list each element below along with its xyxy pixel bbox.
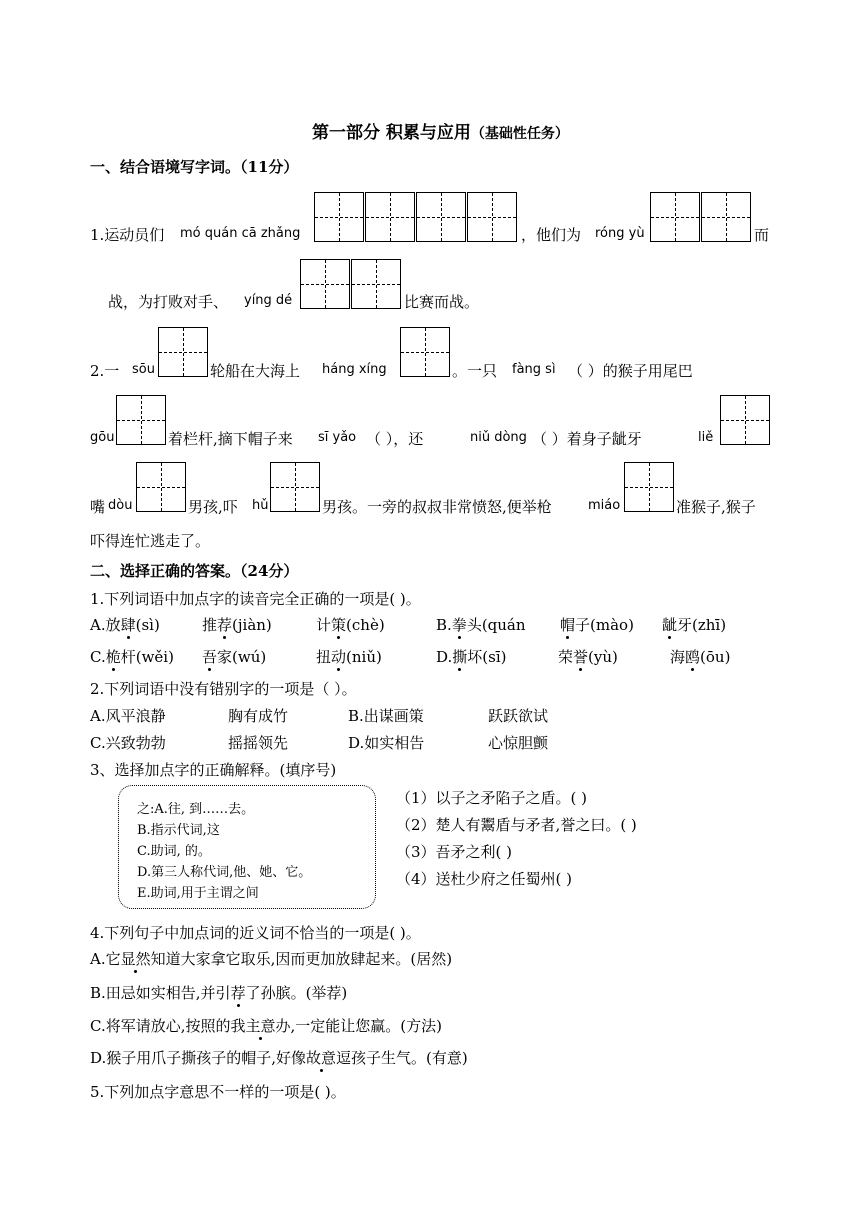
option-b2	[560, 614, 634, 635]
q1-pinyin-1: mó quán cā zhǎng	[180, 226, 301, 241]
q2-pinyin-7: liě	[698, 430, 714, 445]
q2-pinyin-1: sōu	[132, 362, 155, 377]
dotted-word: 主意	[245, 1017, 276, 1035]
q2-text-i: 男孩,吓	[188, 498, 238, 516]
q3-item: （2）楚人有鬻盾与矛者,誉之曰。( )	[396, 816, 637, 834]
q2-option: B.出谋画策	[348, 707, 424, 725]
dotted-char: 肆	[120, 616, 136, 634]
write-box[interactable]	[314, 192, 364, 242]
write-box[interactable]	[158, 327, 208, 377]
opt-text: 扭	[316, 648, 332, 666]
dotted-char: 动	[331, 648, 347, 666]
q2-pinyin-3: fàng sì	[512, 362, 556, 377]
page-title	[312, 118, 569, 143]
write-box[interactable]	[624, 462, 674, 512]
q1-text-e: 比赛而战。	[404, 293, 480, 311]
question-1: 1.下列词语中加点字的读音完全正确的一项是( )。	[90, 590, 421, 608]
opt-text: 知道大家拿它取乐,因而更加放肆起来。(居然)	[150, 950, 453, 968]
option-a2	[202, 614, 272, 635]
q1-text-c: 而	[754, 226, 770, 244]
question-2: 2.下列词语中没有错别字的一项是（ ）。	[90, 680, 357, 698]
opt-text: A.它	[90, 950, 121, 968]
option-a3	[316, 614, 385, 635]
dotted-word: 荐	[230, 984, 246, 1002]
opt-text: (ōu)	[700, 648, 731, 666]
opt-text: D.猴子用爪子撕孩子的帽子,好像	[90, 1049, 307, 1067]
opt-text: C.	[90, 648, 106, 666]
def-line: E.助词,用于主谓之间	[137, 886, 259, 901]
dotted-word: 故意	[306, 1049, 337, 1067]
opt-text: (jiàn)	[232, 616, 272, 634]
write-box[interactable]	[650, 192, 700, 242]
q3-item: （1）以子之矛陷子之盾。( )	[396, 789, 588, 807]
q3-item: （3）吾矛之利( )	[396, 843, 513, 861]
q2-pinyin-10: miáo	[588, 498, 621, 513]
q2-option: 摇摇领先	[228, 734, 289, 752]
q2-pinyin-6: niǔ dòng	[470, 430, 527, 445]
dotted-char: 帽	[560, 616, 576, 634]
q2-text-e: 着栏杆,摘下帽子来	[168, 430, 293, 448]
option-c1	[90, 646, 174, 667]
dotted-word: 显然	[120, 950, 151, 968]
write-box[interactable]	[116, 395, 166, 445]
dotted-char: 桅	[105, 648, 121, 666]
opt-text: (chè)	[346, 616, 385, 634]
opt-text: 计	[316, 616, 332, 634]
q2-pinyin-8: dòu	[108, 498, 133, 513]
option-d3	[670, 646, 730, 667]
q2-text-b: 轮船在大海上	[210, 362, 301, 380]
opt-text: (niǔ)	[346, 648, 382, 666]
q4-option-a	[90, 948, 452, 969]
write-box[interactable]	[720, 395, 770, 445]
q4-option-b	[90, 982, 347, 1003]
def-line: B.指示代词,这	[137, 823, 220, 838]
option-d1	[436, 646, 506, 667]
opt-text: C.将军请放心,按照的我	[90, 1017, 246, 1035]
option-row-ab	[90, 614, 160, 635]
q2-text-g: （ ）着身子龇牙	[532, 430, 642, 448]
q3-item: （4）送杜少府之任蜀州( )	[396, 870, 573, 888]
dotted-char: 誉	[573, 648, 589, 666]
opt-text: (sì)	[135, 616, 160, 634]
q2-text-a: 2.一	[90, 362, 120, 380]
section2-heading: 二、选择正确的答案。（24分）	[90, 562, 299, 580]
opt-text: 头(quán	[466, 616, 526, 634]
opt-text: B.	[436, 616, 452, 634]
q1-pinyin-3: yíng dé	[244, 293, 293, 308]
q2-option: 胸有成竹	[228, 707, 289, 725]
opt-text: 推	[202, 616, 218, 634]
write-box[interactable]	[365, 192, 415, 242]
q1-text-b: ，他们为	[521, 226, 582, 244]
opt-text: B.田忌如实相告,并引	[90, 984, 231, 1002]
dotted-char: 拳	[451, 616, 467, 634]
opt-text: (yù)	[588, 648, 618, 666]
opt-text: 了孙膑。(举荐)	[245, 984, 348, 1002]
opt-text: 海	[670, 648, 686, 666]
opt-text: 坏(sī)	[467, 648, 507, 666]
q2-text-k: 准猴子,猴子	[676, 498, 756, 516]
write-box[interactable]	[300, 259, 350, 309]
write-box[interactable]	[701, 192, 751, 242]
q4-option-d	[90, 1047, 468, 1068]
opt-text: 子(mào)	[575, 616, 634, 634]
q2-option: A.风平浪静	[90, 707, 166, 725]
opt-text: 牙(zhī)	[677, 616, 727, 634]
q2-text-h: 嘴	[90, 498, 106, 516]
write-box[interactable]	[270, 462, 320, 512]
option-c2	[202, 646, 266, 667]
q1-text-a: 1.运动员们	[90, 226, 165, 244]
option-d2	[558, 646, 618, 667]
dotted-char: 撕	[452, 648, 468, 666]
option-c3	[316, 646, 382, 667]
option-b1	[436, 614, 526, 635]
opt-text: 荣	[558, 648, 574, 666]
q2-option: C.兴致勃勃	[90, 734, 166, 752]
q2-text-f: （ ），还	[366, 430, 424, 448]
title-main: 第一部分 积累与应用	[312, 123, 471, 143]
opt-text: A.放	[90, 616, 121, 634]
section1-heading: 一、结合语境写字词。（11分）	[90, 158, 299, 176]
opt-text: 家(wú)	[217, 648, 267, 666]
q2-text-l: 吓得连忙逃走了。	[90, 532, 211, 550]
q2-pinyin-4: gōu	[90, 430, 115, 445]
q2-option: 心惊胆颤	[488, 734, 549, 752]
write-box[interactable]	[416, 192, 466, 242]
write-box[interactable]	[400, 327, 450, 377]
def-line: C.助词, 的。	[137, 844, 211, 859]
def-line: 之:A.往, 到……去。	[137, 802, 255, 817]
q2-text-d: （ ）的猴子用尾巴	[568, 362, 693, 380]
q1-pinyin-2: róng yù	[595, 226, 645, 241]
question-5: 5.下列加点字意思不一样的一项是( )。	[90, 1083, 346, 1101]
def-line: D.第三人称代词,他、她、它。	[137, 865, 312, 880]
question-3: 3、选择加点字的正确解释。(填序号)	[90, 761, 337, 779]
opt-text: 逗孩子生气。(有意)	[336, 1049, 468, 1067]
title-sub: （基础性任务）	[470, 126, 569, 142]
dotted-char: 龇	[662, 616, 678, 634]
definition-box	[118, 785, 376, 909]
q2-text-c: 。一只	[452, 362, 498, 380]
q2-pinyin-9: hǔ	[252, 498, 269, 513]
opt-text: 办,一定能让您赢。(方法)	[275, 1017, 442, 1035]
write-box[interactable]	[351, 259, 401, 309]
write-box[interactable]	[467, 192, 517, 242]
q2-pinyin-2: háng xíng	[322, 362, 387, 377]
dotted-char: 荐	[217, 616, 233, 634]
question-4: 4.下列句子中加点词的近义词不恰当的一项是( )。	[90, 924, 421, 942]
q4-option-c	[90, 1015, 442, 1036]
dotted-char: 吾	[202, 648, 218, 666]
q2-option: 跃跃欲试	[488, 707, 549, 725]
q2-text-j: 男孩。一旁的叔叔非常愤怒,便举枪	[322, 498, 552, 516]
write-box[interactable]	[136, 462, 186, 512]
opt-text: D.	[436, 648, 453, 666]
dotted-char: 策	[331, 616, 347, 634]
opt-text: 杆(wěi)	[120, 648, 174, 666]
option-b3	[662, 614, 726, 635]
q1-text-d: 战，为打败对手、	[108, 293, 229, 311]
q2-option: D.如实相告	[348, 734, 425, 752]
dotted-char: 鸥	[685, 648, 701, 666]
q2-pinyin-5: sī yǎo	[318, 430, 357, 445]
